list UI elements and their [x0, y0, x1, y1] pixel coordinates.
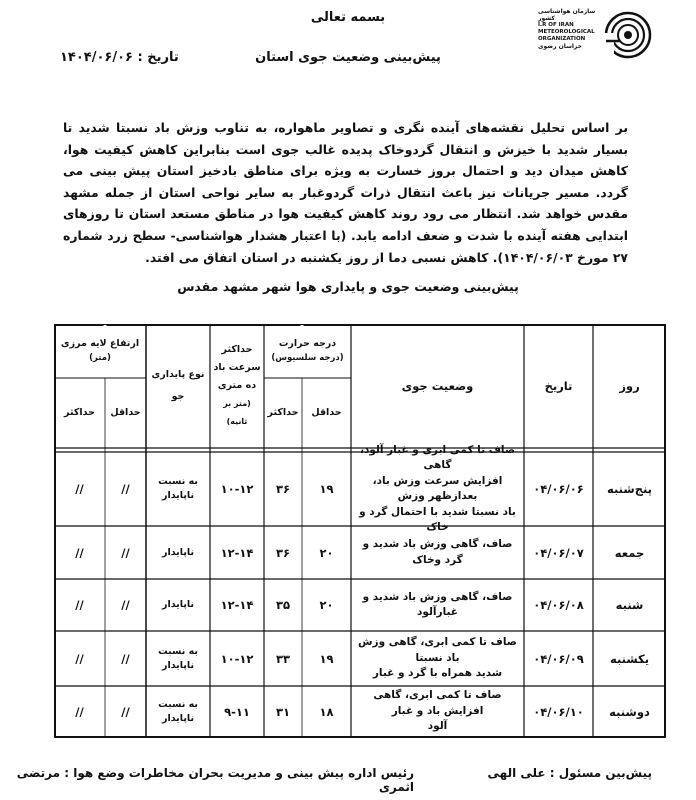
- row-stability: [146, 686, 210, 737]
- header-date: تاریخ: [544, 379, 573, 393]
- row-temp-max: ۳۵: [275, 598, 291, 612]
- header-layer-max: حداکثر: [64, 407, 95, 418]
- row-stability: [146, 579, 210, 631]
- header-wind-unit2: ثانیه): [226, 417, 248, 426]
- row-date: ۰۴/۰۶/۱۰: [533, 704, 584, 719]
- row-weather-description-line: صاف، گاهی وزش باد شدید و غبارآلود: [362, 590, 513, 618]
- row-temp-min: ۱۸: [319, 704, 334, 719]
- row-temp-max: ۳۱: [275, 704, 291, 719]
- header-weather: وضعیت جوی: [401, 379, 474, 393]
- row-max-wind: ۹-۱۱: [224, 704, 250, 719]
- date-value: ۱۴۰۴/۰۶/۰۶: [60, 50, 133, 65]
- date-label: تاریخ :: [137, 50, 179, 65]
- row-stability-line: ناپایدار: [161, 546, 195, 558]
- header-wind-unit1: (متر بر: [223, 399, 251, 408]
- row-date: ۰۴/۰۶/۰۶: [533, 482, 584, 496]
- row-layer-max: //: [75, 545, 84, 560]
- logo-text: سازمان هواشناسی کشور I.R OF IRAN METEOROLOGICAL ORGANIZATION خراسان رضوی: [538, 8, 596, 50]
- row-date: ۰۴/۰۶/۰۹: [533, 651, 584, 666]
- header-stability-line1: نوع پایداری: [151, 369, 205, 380]
- row-max-wind: ۱۰-۱۲: [220, 482, 254, 496]
- row-max-wind: ۱۲-۱۴: [220, 598, 254, 612]
- row-layer-min: //: [121, 545, 130, 560]
- header-layer-title: ارتفاع لایه مرزی: [60, 338, 140, 349]
- row-temp-max: ۳۶: [275, 482, 291, 496]
- forecast-paragraph: بر اساس تحلیل نقشه‌های آینده نگری و تصاویر ماهواره، به تناوب وزش باد نسبتا شدید تا بسیار شدید با خیزش و انتقال گردوخاک پدیده غالب جوی است بنابراین کاهش کیفیت هوا، کاهش میدان دید و احتمال بروز خسارت به ویژه برای مناطق بادخیز استان پیش بینی می گردد. مسیر جریانات نیز باعث انتقال ذرات گردوغبار به سایر نواحی استان از جمله مشهد مقدس خواهد شد. انتظار می رود روند کاهش کیفیت هوا در مناطق مستعد استان تا روزهای ابتدایی هفته آینده با شدت و ضعف ادامه یابد. (با اعتبار هشدار هواشناسی- سطح زرد شماره ۲۷ مورخ ۱۴۰۴/۰۶/۰۳). کاهش نسبی دما از روز یکشنبه در استان اتفاق می افتد.: [63, 120, 628, 265]
- header-boundary-layer-group: [54, 324, 146, 378]
- header-wind-line1: حداکثر: [221, 344, 253, 355]
- header-stability: [146, 324, 210, 448]
- header-temp-min: حداقل: [311, 407, 342, 418]
- row-weather-description-line: صاف تا کمی ابری و غبار آلود، گاهی: [359, 443, 516, 471]
- row-layer-min: //: [121, 651, 130, 666]
- row-max-wind: ۱۲-۱۴: [220, 545, 254, 560]
- forecaster-signature: پیش‌بین مسئول : علی الهی: [487, 766, 652, 780]
- row-weather-description: [351, 631, 524, 686]
- row-layer-max: //: [75, 704, 84, 719]
- row-temp-max: ۳۶: [275, 545, 291, 560]
- row-temp-min: ۱۹: [319, 482, 334, 496]
- row-layer-max: //: [75, 598, 84, 612]
- row-layer-min: //: [121, 704, 130, 719]
- header-temperature-unit: (درجه سلسیوس): [271, 353, 344, 363]
- header-layer-unit: (متر): [89, 353, 111, 363]
- header-wind-line3: ده متری: [217, 380, 257, 391]
- header-temperature-title: درجه حرارت: [278, 338, 337, 349]
- header-temp-max: حداکثر: [267, 407, 299, 418]
- row-stability-line: به نسبت: [158, 476, 198, 487]
- head-signature: رئیس اداره پیش بینی و مدیریت بحران مخاطرات وضع هوا : مرتضی اثمری: [16, 766, 414, 794]
- header-layer-min: حداقل: [110, 407, 141, 418]
- header-day: روز: [619, 379, 640, 393]
- table-caption: پیش‌بینی وضعیت جوی و پایداری هوا شهر مشهد مقدس: [177, 279, 519, 294]
- row-weather-description-line: صاف تا کمی ابری، گاهی وزش باد نسبتا: [358, 636, 517, 664]
- row-date: ۰۴/۰۶/۰۷: [533, 545, 584, 560]
- row-layer-min: //: [121, 482, 130, 496]
- row-stability-line: ناپایدار: [161, 659, 195, 671]
- row-temp-min: ۲۰: [319, 598, 334, 612]
- row-weather-description: [351, 443, 524, 533]
- row-stability-line: به نسبت: [158, 698, 198, 710]
- row-day: پنج‌شنبه: [607, 482, 652, 496]
- header-temperature-group: [264, 324, 351, 378]
- row-weather-description-line: صاف تا کمی ابری، گاهی افزایش باد و غبار: [373, 689, 502, 717]
- row-stability: [146, 631, 210, 686]
- row-layer-min: //: [121, 598, 130, 612]
- header-stability-line2: جو: [171, 391, 185, 402]
- row-weather-description: [351, 686, 524, 737]
- row-stability: [146, 526, 210, 579]
- bulletin-subtitle: پیش‌بینی وضعیت جوی استان: [255, 50, 441, 65]
- row-day: شنبه: [615, 598, 644, 612]
- row-layer-max: //: [75, 482, 84, 496]
- row-weather-description: [351, 526, 524, 579]
- forecast-table: [54, 324, 666, 738]
- row-temp-min: ۱۹: [319, 651, 334, 666]
- row-stability: [146, 452, 210, 526]
- row-stability-line: ناپایدار: [161, 490, 195, 501]
- row-temp-min: ۲۰: [319, 545, 334, 560]
- header-wind-line2: سرعت باد: [213, 362, 261, 373]
- row-stability-line: به نسبت: [158, 645, 198, 657]
- bulletin-date: [60, 50, 230, 65]
- row-weather-description-line: صاف، گاهی وزش باد شدید و گرد وخاک: [362, 538, 513, 566]
- row-day: دوشنبه: [609, 704, 650, 719]
- row-max-wind: ۱۰-۱۲: [220, 651, 254, 666]
- row-day: جمعه: [614, 545, 645, 560]
- row-weather-description-line: افزایش سرعت وزش باد، بعدازظهر وزش: [372, 474, 503, 502]
- row-date: ۰۴/۰۶/۰۸: [533, 598, 584, 612]
- row-temp-max: ۳۳: [275, 651, 291, 666]
- row-weather-description-line: آلود: [427, 720, 448, 733]
- row-weather-description-line: باد نسبتا شدید با احتمال گرد و خاک: [359, 505, 516, 533]
- row-weather-description: [351, 579, 524, 631]
- row-stability-line: ناپایدار: [161, 712, 195, 724]
- row-weather-description-line: شدید همراه با گرد و غبار: [372, 667, 503, 680]
- header-max-wind: [210, 324, 264, 448]
- row-layer-max: //: [75, 651, 84, 666]
- top-title: بسمه تعالی: [310, 10, 386, 25]
- row-day: یکشنبه: [609, 651, 650, 666]
- row-stability-line: ناپایدار: [161, 599, 195, 610]
